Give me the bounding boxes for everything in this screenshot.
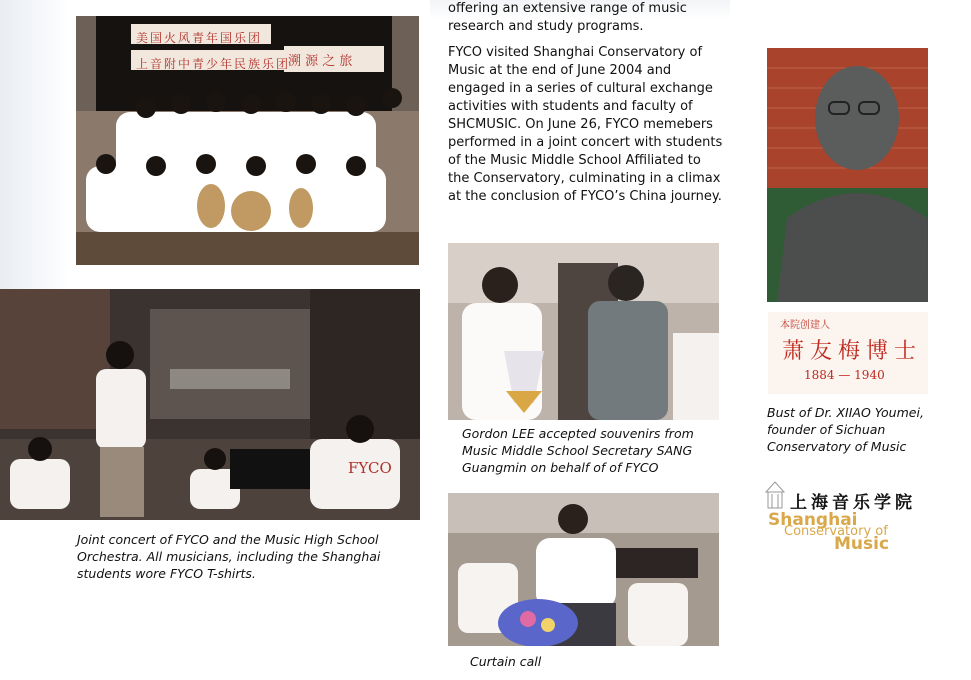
- main-paragraph: FYCO visited Shanghai Conservatory of Music at the end of June 2004 and engaged in a series of cultural exchange activities with students and faculty of SHCMUSIC. On June 26, FYCO memebers performed in a joint concert with students of the Music Middle School Affiliated to the Conservatory, culminating in a climax at the conclusion of FYCO’s China journey.: [448, 45, 723, 204]
- logo-chinese: 上海音乐学院: [790, 493, 916, 513]
- signature-name: 萧友梅博士: [782, 339, 923, 364]
- souvenir-caption: Gordon LEE accepted souvenirs from Music Middle School Secretary SANG Guangmin on behalf of of FYCO: [462, 426, 694, 475]
- logo-english-shanghai: Shanghai: [768, 510, 858, 530]
- bust-caption: Bust of Dr. XIIAO Youmei, founder of Sichuan Conservatory of Music: [767, 405, 924, 454]
- curtain-call-caption: Curtain call: [470, 654, 542, 669]
- bust-photo: [767, 48, 928, 302]
- concert-caption: Joint concert of FYCO and the Music High School Orchestra. All musicians, including the Shanghai students wore FYCO T-shirts.: [77, 532, 381, 581]
- signature-years: 1884 — 1940: [804, 368, 885, 382]
- group-banner-line2: 上音附中青少年民族乐团: [136, 57, 291, 71]
- conservatory-logo: [762, 478, 940, 558]
- group-banner-line1: 美国火风青年国乐团: [136, 31, 263, 45]
- building-icon: [764, 480, 786, 510]
- concert-shirt-text: FYCO: [348, 459, 392, 477]
- logo-english-conservatory: Conservatory of: [784, 524, 888, 539]
- group-photo: [76, 16, 419, 265]
- signature-subtitle: 本院创建人: [780, 320, 830, 331]
- concert-photo: [0, 289, 420, 520]
- logo-english-music: Music: [834, 534, 890, 554]
- group-banner-right: 溯 源 之 旅: [288, 54, 353, 69]
- founder-signature: [768, 312, 928, 394]
- curtain-call-photo: [448, 493, 719, 646]
- souvenir-photo: [448, 243, 719, 420]
- background-wash-left: [0, 0, 70, 300]
- intro-tail-text: offering an extensive range of music research and study programs.: [448, 1, 687, 34]
- group-banner: [136, 25, 290, 77]
